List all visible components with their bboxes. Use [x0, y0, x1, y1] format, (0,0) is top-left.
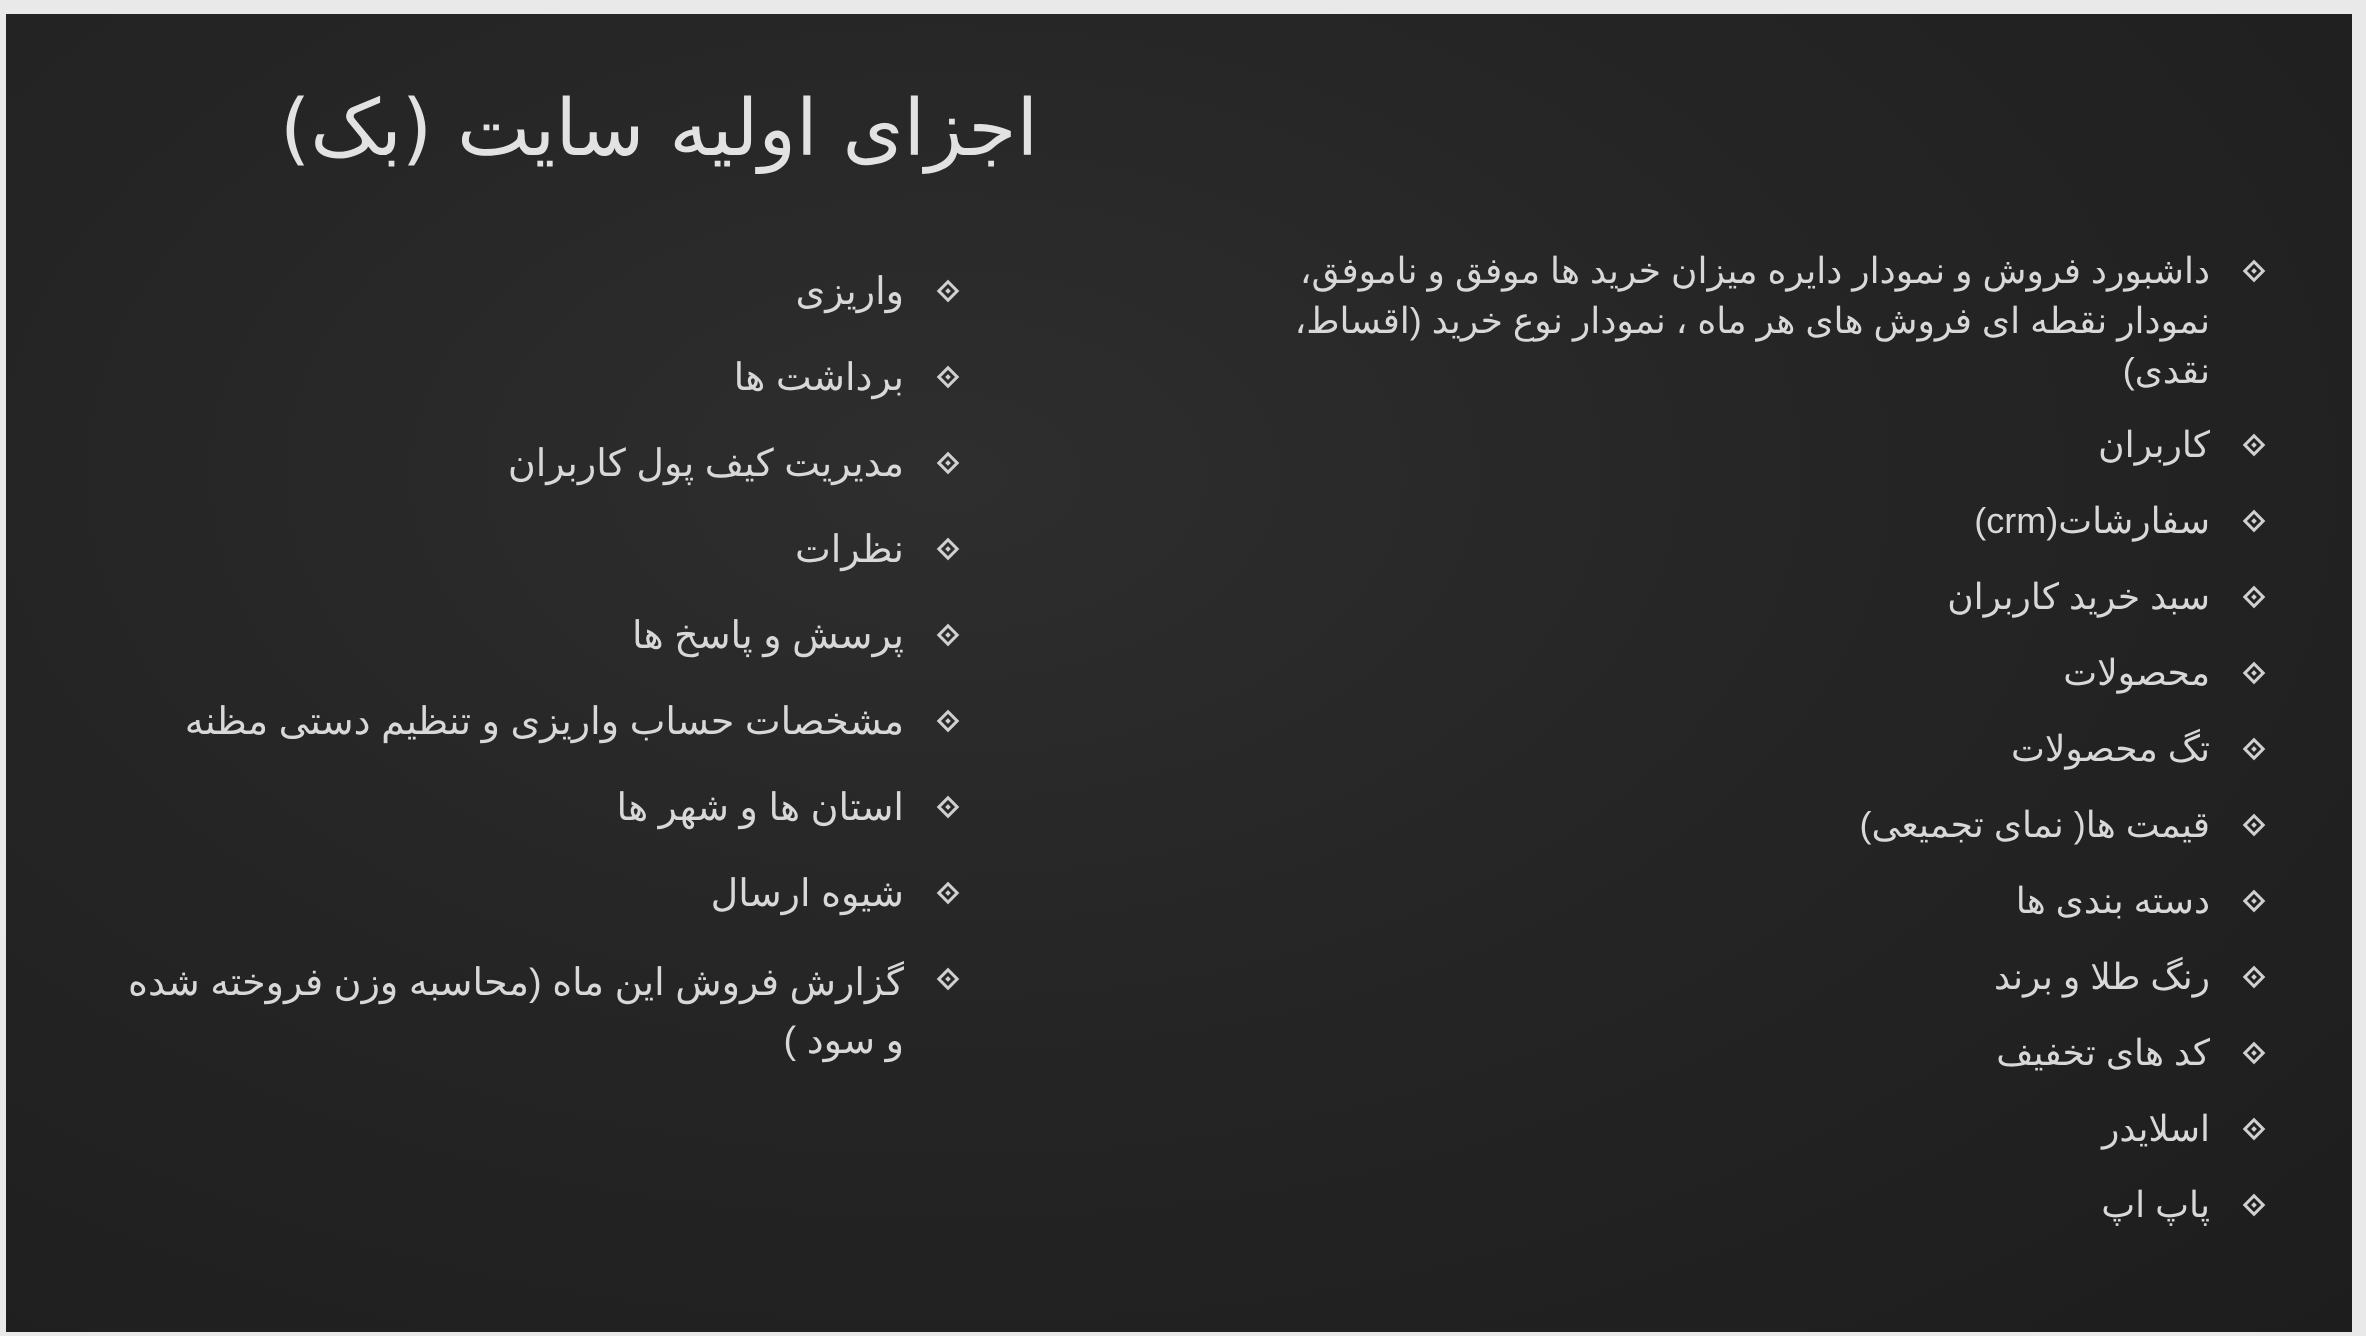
list-item: رنگ طلا و برند: [1286, 952, 2266, 1002]
diamond-bullet-icon: [937, 538, 960, 561]
diamond-bullet-icon: [2243, 890, 2266, 913]
diamond-bullet-icon: [2243, 260, 2266, 283]
diamond-bullet-icon: [2243, 586, 2266, 609]
diamond-bullet-icon: [2243, 434, 2266, 457]
slide: [6, 14, 2352, 1332]
list-item: شیوه ارسال: [100, 868, 960, 920]
list-item: گزارش فروش این ماه (محاسبه وزن فروخته شده و سود ): [100, 954, 960, 1070]
left-bullet-list: [100, 266, 960, 1104]
list-item: محصولات: [1286, 648, 2266, 698]
list-item: سبد خرید کاربران: [1286, 572, 2266, 622]
diamond-bullet-icon: [937, 624, 960, 647]
diamond-bullet-icon: [2243, 662, 2266, 685]
list-item: اسلایدر: [1286, 1104, 2266, 1154]
list-item: مشخصات حساب واریزی و تنظیم دستی مظنه: [100, 696, 960, 748]
list-item: واریزی: [100, 266, 960, 318]
right-bullet-list: [1286, 246, 2266, 1256]
list-item: دسته بندی ها: [1286, 876, 2266, 926]
diamond-bullet-icon: [2243, 966, 2266, 989]
diamond-bullet-icon: [2243, 814, 2266, 837]
diamond-bullet-icon: [937, 452, 960, 475]
diamond-bullet-icon: [2243, 1042, 2266, 1065]
list-item: مدیریت کیف پول کاربران: [100, 438, 960, 490]
list-item: داشبورد فروش و نمودار دایره میزان خرید ها موفق و ناموفق، نمودار نقطه ای فروش های هر ماه ، نمودار نوع خرید (اقساط، نقدی): [1286, 246, 2266, 396]
list-item: قیمت ها( نمای تجمیعی): [1286, 800, 2266, 850]
list-item: برداشت ها: [100, 352, 960, 404]
diamond-bullet-icon: [2243, 738, 2266, 761]
diamond-bullet-icon: [937, 710, 960, 733]
diamond-bullet-icon: [937, 968, 960, 991]
diamond-bullet-icon: [2243, 1194, 2266, 1217]
diamond-bullet-icon: [937, 366, 960, 389]
diamond-bullet-icon: [937, 796, 960, 819]
list-item: کاربران: [1286, 420, 2266, 470]
diamond-bullet-icon: [937, 280, 960, 303]
list-item: نظرات: [100, 524, 960, 576]
list-item: سفارشات(crm): [1286, 496, 2266, 546]
list-item: استان ها و شهر ها: [100, 782, 960, 834]
diamond-bullet-icon: [937, 882, 960, 905]
list-item: تگ محصولات: [1286, 724, 2266, 774]
list-item: پرسش و پاسخ ها: [100, 610, 960, 662]
list-item: پاپ اپ: [1286, 1180, 2266, 1230]
slide-title: اجزای اولیه سایت (بک): [279, 84, 1039, 174]
diamond-bullet-icon: [2243, 1118, 2266, 1141]
diamond-bullet-icon: [2243, 510, 2266, 533]
list-item: کد های تخفیف: [1286, 1028, 2266, 1078]
